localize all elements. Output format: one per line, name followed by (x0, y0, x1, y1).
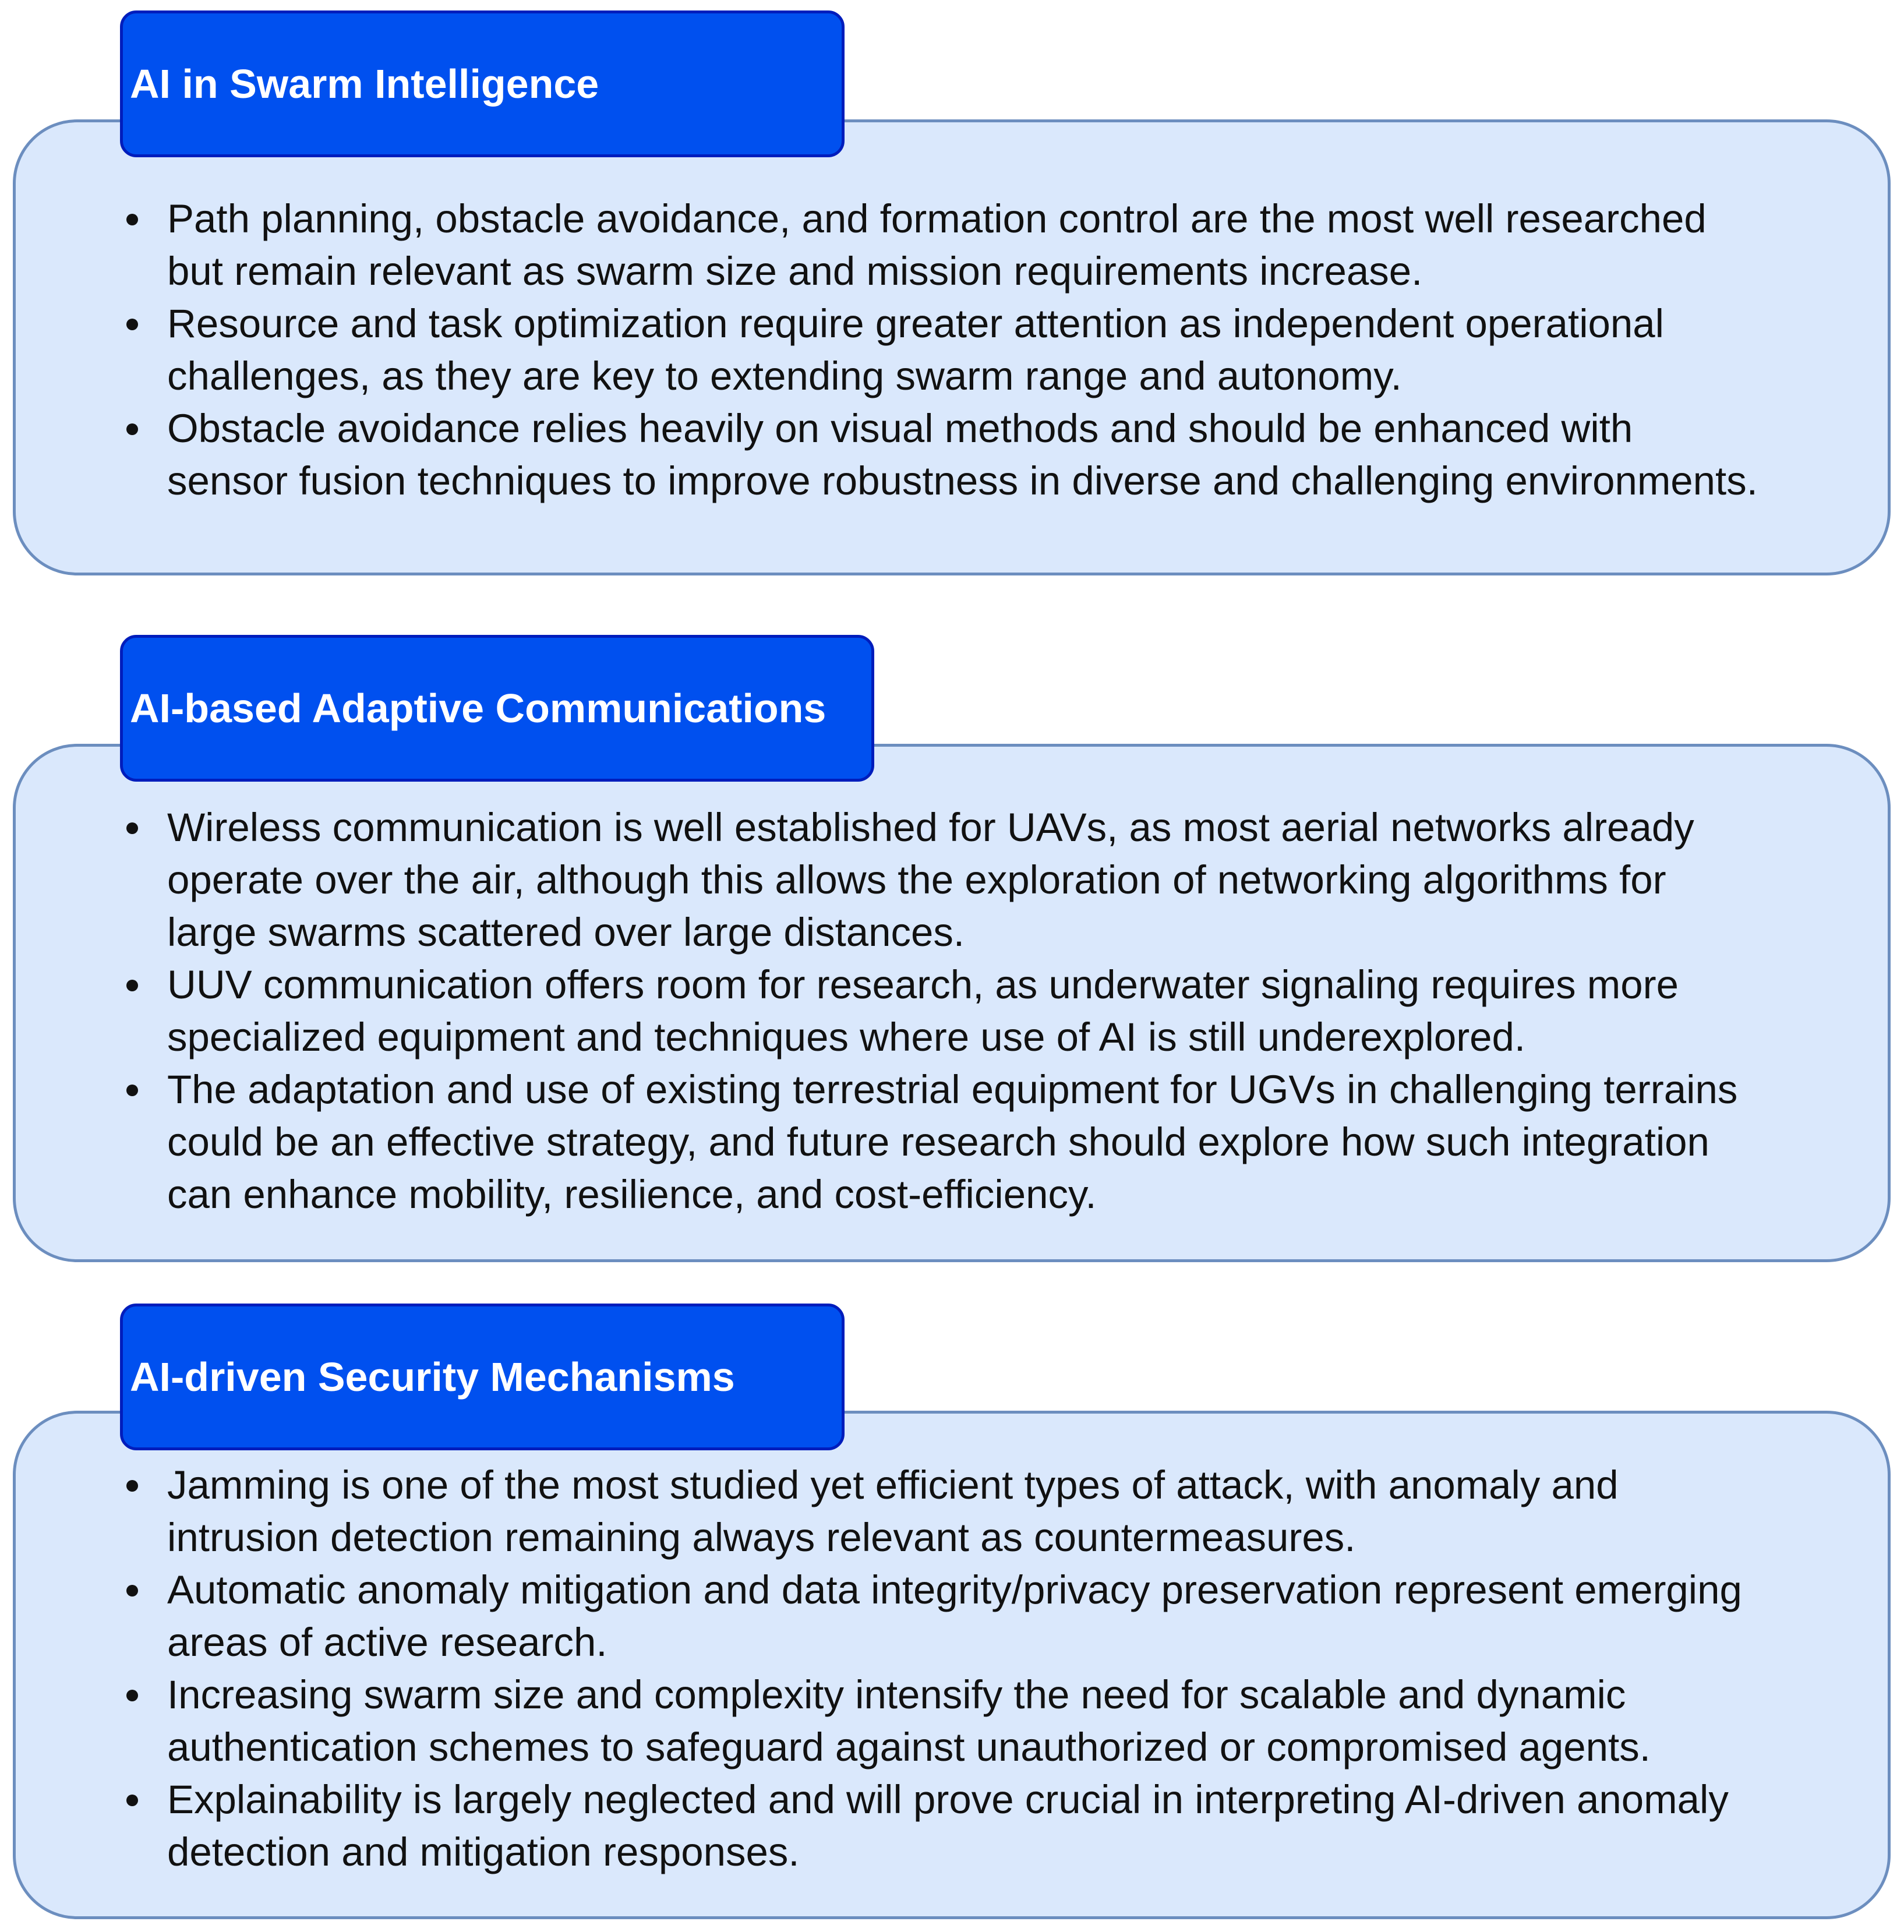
bullet-list-swarm-intelligence (16, 193, 1763, 507)
section-title-adaptive-communications: AI-based Adaptive Communications (120, 635, 874, 782)
section-panel-swarm-intelligence (13, 119, 1891, 575)
bullet-item: Resource and task optimization require greater attention as independent operational challenges, as they are key to extending swarm range and autonomy. (16, 298, 1763, 402)
bullet-item: Explainability is largely neglected and will prove crucial in interpreting AI-driven anomaly detection and mitigation responses. (16, 1774, 1763, 1878)
section-title-swarm-intelligence: AI in Swarm Intelligence (120, 10, 845, 157)
bullet-item: Increasing swarm size and complexity intensify the need for scalable and dynamic authentication schemes to safeguard against unauthorized or compromised agents. (16, 1669, 1763, 1774)
bullet-item: Wireless communication is well established for UAVs, as most aerial networks already operate over the air, although this allows the exploration of networking algorithms for large swarms scattered over large distances. (16, 801, 1763, 959)
section-title-security-mechanisms: AI-driven Security Mechanisms (120, 1304, 845, 1450)
bullet-item: UUV communication offers room for research, as underwater signaling requires more specialized equipment and techniques where use of AI is still underexplored. (16, 959, 1763, 1064)
bullet-list-adaptive-communications (16, 801, 1763, 1221)
bullet-item: Automatic anomaly mitigation and data integrity/privacy preservation represent emerging areas of active research. (16, 1564, 1763, 1669)
bullet-item: Obstacle avoidance relies heavily on visual methods and should be enhanced with sensor fusion techniques to improve robustness in diverse and challenging environments. (16, 402, 1763, 507)
bullet-item: Path planning, obstacle avoidance, and formation control are the most well researched but remain relevant as swarm size and mission requirements increase. (16, 193, 1763, 298)
section-panel-security-mechanisms (13, 1411, 1891, 1919)
bullet-list-security-mechanisms (16, 1459, 1763, 1878)
section-panel-adaptive-communications (13, 744, 1891, 1262)
bullet-item: The adaptation and use of existing terrestrial equipment for UGVs in challenging terrains could be an effective strategy, and future research should explore how such integration can enhance mobility, resilience, and cost-efficiency. (16, 1064, 1763, 1221)
bullet-item: Jamming is one of the most studied yet efficient types of attack, with anomaly and intrusion detection remaining always relevant as countermeasures. (16, 1459, 1763, 1564)
